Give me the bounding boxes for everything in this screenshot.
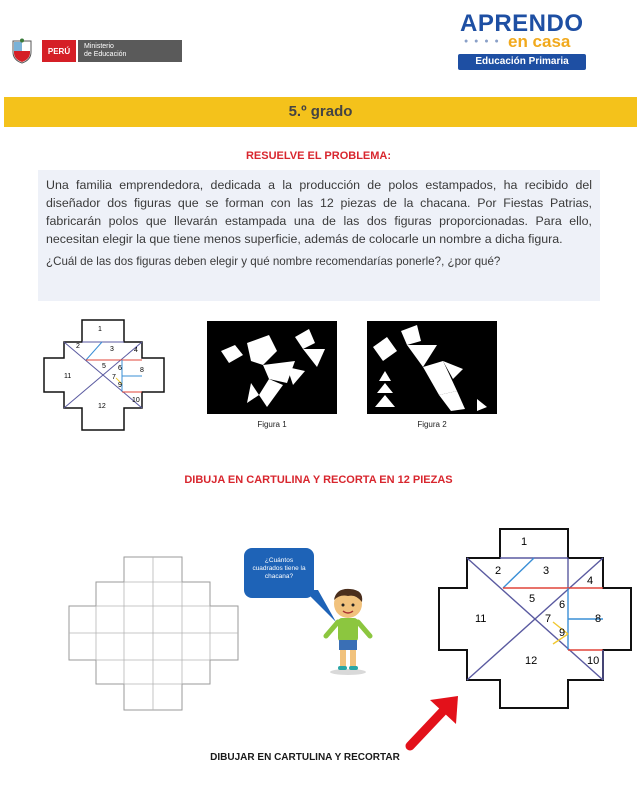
piece-label: 10 (132, 397, 140, 404)
level-band: Educación Primaria (458, 54, 586, 70)
figure-2-image (367, 321, 497, 414)
piece-label: 2 (495, 565, 502, 577)
large-chacana-diagram (437, 528, 633, 710)
grade-bar: 5.º grado (4, 97, 637, 127)
piece-label: 6 (118, 365, 122, 372)
ministry-line-1: Ministerio (84, 43, 114, 50)
piece-label: 9 (118, 382, 122, 389)
aprendo-title: APRENDO (460, 10, 584, 37)
red-arrow-icon (400, 692, 464, 754)
piece-label: 1 (521, 536, 528, 548)
piece-label: 6 (559, 599, 566, 611)
figure-2-caption: Figura 2 (417, 420, 447, 429)
problem-heading: RESUELVE EL PROBLEMA: (245, 150, 392, 162)
figure-1-caption: Figura 1 (257, 420, 287, 429)
grid-outline (69, 557, 238, 710)
piece-label: 7 (112, 374, 116, 381)
piece-label: 4 (134, 347, 138, 354)
piece-label: 5 (102, 363, 106, 370)
ministry-name (78, 40, 182, 62)
piece-label: 10 (587, 655, 600, 667)
piece-label: 3 (543, 565, 550, 577)
piece-label: 12 (98, 403, 106, 410)
piece-label: 9 (559, 627, 566, 639)
piece-label: 7 (545, 613, 552, 625)
chacana-outline (44, 320, 164, 430)
problem-question: ¿Cuál de las dos figuras deben elegir y qué nombre recomendarías ponerle?, ¿por qué? (46, 255, 501, 268)
piece-label: 4 (587, 575, 594, 587)
figure-1-image (207, 321, 337, 414)
piece-label: 11 (475, 613, 487, 625)
piece-label: 8 (140, 367, 144, 374)
figure-1-silhouette-icon (207, 321, 337, 414)
minedu-logo (10, 36, 172, 66)
small-chacana-diagram (42, 318, 166, 432)
figure-2-silhouette-icon (367, 321, 497, 414)
speech-bubble: ¿Cuántos cuadrados tiene la chacana? (244, 548, 314, 598)
aprendo-subtitle: en casa (508, 32, 571, 51)
problem-box (38, 170, 600, 301)
piece-label: 12 (525, 655, 538, 667)
piece-label: 1 (98, 326, 102, 333)
piece-label: 8 (595, 613, 602, 625)
problem-paragraph: Una familia emprendedora, dedicada a la producción de polos estampados, ha recibido del diseñador dos figuras que se forman con las 12 piezas de la chacana. Por Fiestas Patrias, fabricarán polos que llevarán estampada una de las dos figuras proporcionadas. Para ello, necesitan elegir la que tiene menos superficie, además de colocarle un nombre a dicha figura. (46, 178, 592, 246)
peru-brand: PERÚ (42, 40, 76, 62)
piece-label: 2 (76, 343, 80, 350)
bottom-instruction: DIBUJAR EN CARTULINA Y RECORTAR (210, 752, 400, 763)
piece-label: 5 (529, 593, 536, 605)
draw-heading: DIBUJA EN CARTULINA Y RECORTA EN 12 PIEZAS (184, 474, 453, 486)
piece-label: 11 (64, 373, 72, 380)
aprendo-en-casa-logo (456, 10, 590, 74)
coat-of-arms-icon (10, 38, 34, 64)
piece-label: 3 (110, 346, 114, 353)
dots-decoration-icon: ● ● ● ● (464, 38, 501, 45)
grid-chacana (68, 556, 240, 712)
ministry-line-2: de Educación (84, 51, 127, 58)
child-illustration-icon (318, 586, 376, 676)
